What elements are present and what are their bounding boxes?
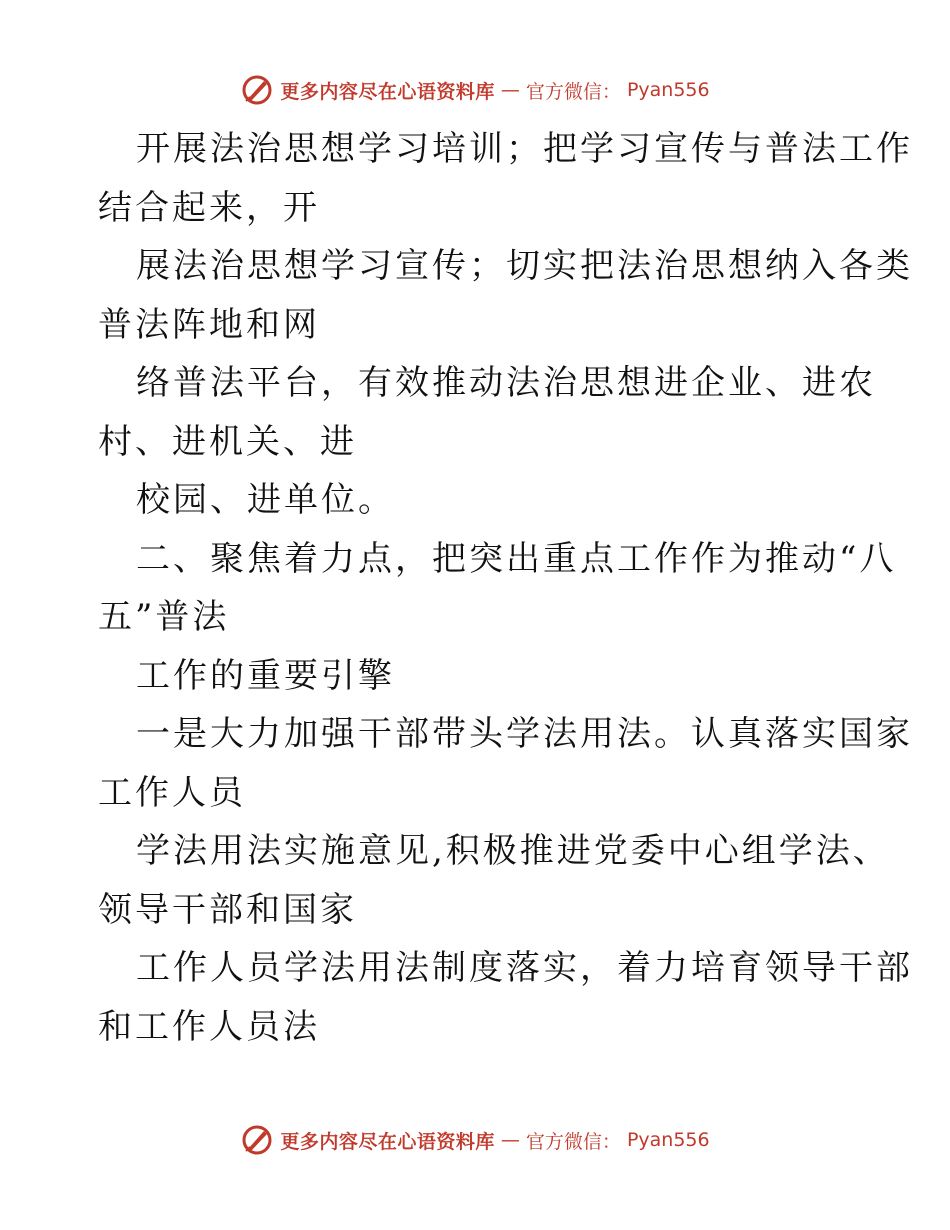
header-banner xyxy=(240,73,709,107)
footer-banner xyxy=(240,1123,709,1157)
section-heading-line: 五”普法 xyxy=(98,597,230,637)
text-line: 工作人员 xyxy=(98,772,246,813)
document-body xyxy=(98,120,913,1056)
quill-logo-icon xyxy=(240,73,274,107)
text-line: 络普法平台，有效推动法治思想进企业、进农 xyxy=(136,363,876,403)
section-heading-line: 二、聚焦着力点，把突出重点工作作为推动“八 xyxy=(136,538,897,579)
banner-separator: — xyxy=(500,79,520,101)
text-line: 村、进机关、进 xyxy=(98,421,357,462)
text-line: 普法阵地和网 xyxy=(98,304,320,345)
text-line: 结合起来，开 xyxy=(98,187,320,228)
page-header xyxy=(0,70,950,110)
text-line: 展法治思想学习宣传；切实把法治思想纳入各类 xyxy=(136,246,913,286)
banner-contact-label: 官方微信： xyxy=(525,80,621,103)
text-line: 和工作人员法 xyxy=(98,1006,320,1047)
text-line: 工作人员学法用法制度落实，着力培育领导干部 xyxy=(136,948,913,988)
banner-contact-label: 官方微信： xyxy=(525,1130,621,1153)
quill-logo-icon xyxy=(240,1123,274,1157)
banner-separator: — xyxy=(500,1129,520,1151)
text-line: 一是大力加强干部带头学法用法。认真落实国家 xyxy=(136,714,913,754)
text-line: 学法用法实施意见,积极推进党委中心组学法、 xyxy=(136,831,890,871)
section-heading-line: 工作的重要引擎 xyxy=(136,655,395,696)
page-footer xyxy=(0,1120,950,1160)
text-line: 领导干部和国家 xyxy=(98,889,357,930)
text-line: 开展法治思想学习培训；把学习宣传与普法工作 xyxy=(136,129,913,169)
banner-contact-id: Pyan556 xyxy=(626,1129,710,1151)
text-line: 校园、进单位。 xyxy=(136,480,395,520)
banner-contact-id: Pyan556 xyxy=(626,79,710,101)
banner-text: 更多内容尽在心语资料库 xyxy=(280,1130,495,1153)
banner-text: 更多内容尽在心语资料库 xyxy=(280,80,495,103)
